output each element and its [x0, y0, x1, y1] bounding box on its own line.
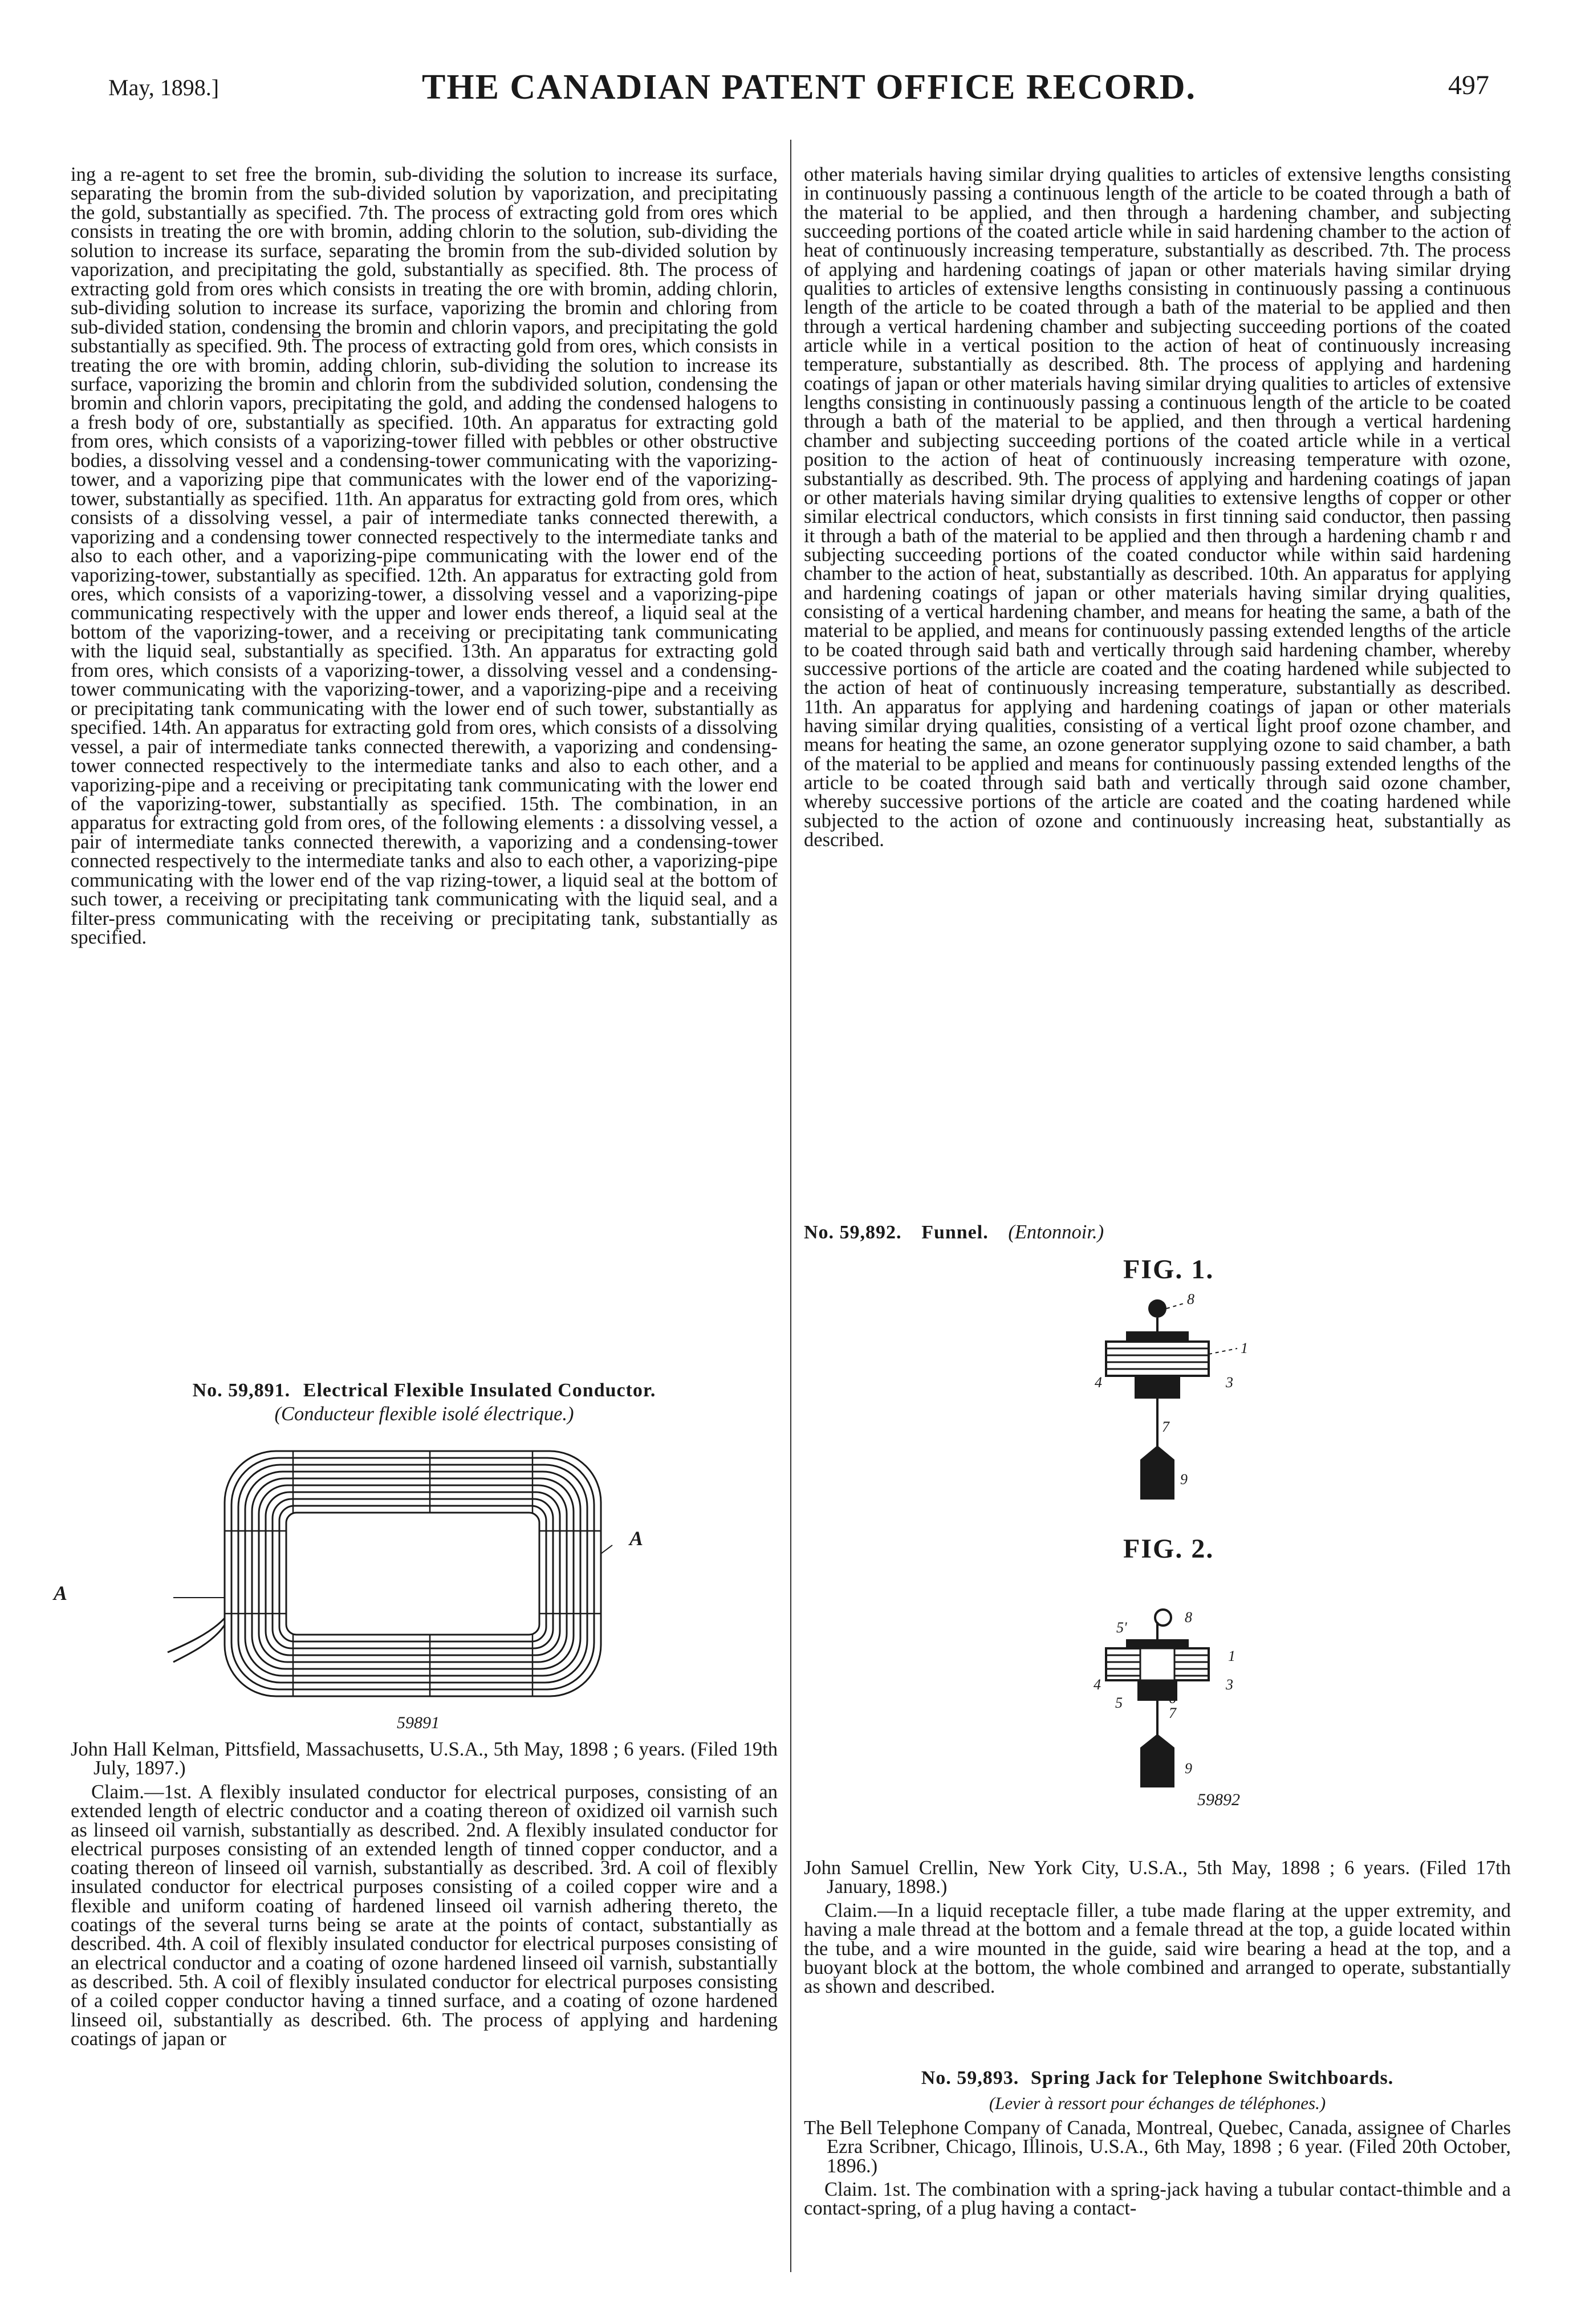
- coil-figure-caption: 59891: [397, 1713, 440, 1732]
- patent-59892-heading: [804, 1223, 1511, 1242]
- fig2-part-3: 3: [1226, 1676, 1233, 1693]
- patent-59891-claim-block: [71, 1783, 778, 2049]
- fig1-part-3: 3: [1226, 1374, 1233, 1391]
- coil-label-a-left: A: [54, 1582, 68, 1604]
- funnel-fig1: [1049, 1291, 1266, 1519]
- patent-59893-number: No. 59,893.: [921, 2067, 1019, 2089]
- fig1-part-7: 7: [1162, 1419, 1169, 1435]
- right-continuation-text: other materials having similar drying qualities to articles of extensive lengths consisting in continuously passing a continuous length of the article to be coated through a bath of the material to be applied, and then through a hardening chamber, and subjecting succeeding portions of the coated article while in said hardening chamber to the action of heat of continuously increasing temperature, substantially as described. 7th. The process of applying and hardening coatings of japan or other materials having similar drying qualities to articles of extensive lengths consisting in continuously passing a continuous length of the article to be coated through a bath of the material to be applied and then through a vertical hardening chamber and subjecting succeeding portions of the coated article while in a vertical position to the action of heat of continuously increasing temperature, substantially as described. 8th. The process of applying and hardening coatings of japan or other materials having similar drying qualities to articles of extensive lengths consisting in continuously passing a continuous length of the article to be coated through a bath of the material to be applied, and then through a vertical hardening chamber and subjecting succeeding portions of the coated article while in a vertical position to the action of heat of continuously increasing temperature with ozone, substantially as described. 9th. The process of applying and hardening coatings of japan or other materials having similar drying qualities to extensive lengths of copper or other similar electrical conductors, which consists in first tinning said conductor, then passing it through a bath of the material to be applied and then through a hardening chamb r and subjecting succeeding portions of the coated conductor while within said hardening chamber to the action of heat, substantially as described. 10th. An apparatus for applying and hardening coatings of japan or other materials having similar drying qualities, consisting of a vertical hardening chamber, and means for heating the same, a bath of the material to be applied, and means for continuously passing extended lengths of the article to be coated through said bath and vertically through said hardening chamber, whereby successive portions of the article are coated and the coating hardened while subjected to the action of heat of continuously increasing temperature, substantially as described. 11th. An apparatus for applying and hardening coatings of japan or other materials having similar drying qualities, consisting of a vertical light proof ozone chamber, and means for heating the same, an ozone generator supplying ozone to said chamber, a bath of the material to be applied and means for continuously passing extended lengths of the article to be coated through said bath and vertically through said ozone chamber, whereby successive portions of the article are coated and the coating hardened while subjected to the action of ozone and continuously increasing heat, substantially as described.: [804, 164, 1511, 851]
- funnel-fig2: [1049, 1605, 1266, 1810]
- patent-59893-subtitle: (Levier à ressort pour échanges de téléphones.): [989, 2093, 1326, 2113]
- patent-59892-subtitle: (Entonnoir.): [1008, 1221, 1104, 1243]
- patent-59891-subtitle: (Conducteur flexible isolé électrique.): [274, 1403, 574, 1425]
- patent-59892-inventor-block: [804, 1859, 1511, 1897]
- patent-59891-title: Electrical Flexible Insulated Conductor.: [303, 1380, 656, 1401]
- patent-59893-title: Spring Jack for Telephone Switchboards.: [1030, 2067, 1394, 2089]
- fig2-label: FIG. 2.: [1123, 1534, 1214, 1564]
- patent-59892-title: Funnel.: [921, 1222, 989, 1243]
- fig2-caption: 59892: [1197, 1790, 1240, 1809]
- coil-figure: [208, 1437, 607, 1705]
- patent-59891-heading: [71, 1381, 778, 1400]
- publication-title: THE CANADIAN PATENT OFFICE RECORD.: [422, 68, 1197, 107]
- column-divider: [790, 140, 791, 2272]
- page-number: 497: [1448, 70, 1489, 100]
- coil-label-a-right: A: [629, 1527, 644, 1550]
- issue-date: May, 1898.]: [108, 75, 220, 100]
- fig1-label: FIG. 1.: [1123, 1254, 1214, 1285]
- patent-59893-claim-block: [804, 2180, 1511, 2219]
- patent-59893-claim: Claim. 1st. The combination with a spring-jack having a tubular contact-thimble and a contact-spring, of a plug having a contact-: [804, 2179, 1511, 2220]
- patent-59892-claim-block: [804, 1902, 1511, 1996]
- fig2-part-1: 1: [1228, 1648, 1235, 1664]
- fig1-part-1: 1: [1241, 1340, 1248, 1356]
- fig2-part-4: 4: [1094, 1676, 1101, 1693]
- fig1-part-9: 9: [1180, 1471, 1188, 1488]
- patent-59893-inventor-block: [804, 2119, 1511, 2176]
- left-continuation-text: ing a re-agent to set free the bromin, sub-dividing the solution to increase its surface, separating the bromin from the sub-divided solution by vaporization, and precipitating the gold, substantially as specified. 7th. The process of extracting gold from ores which consists in treating the ore with bromin, adding chlorin to the solution, sub-dividing the solution to increase its surface, separating the bromin from the sub-divided solution by vaporization, and precipitating the gold, substantially as specified. 8th. The process of extracting gold from ores which consists in treating the ore with bromin, adding chlorin, sub-dividing solution to increase its surface, vaporizing the bromin and chloring from sub-divided station, condensing the bromin and chlorin vapors, and precipitating the gold substantially as specified. 9th. The process of extracting gold from ores, which consists in treating the ore with bromin, adding chlorin, sub-dividing the solution to increase its surface, vaporizing the bromin and chlorin from the subdivided solution, condensing the bromin and chlorin vapors, precipitating the gold, and adding the condensed halogens to a fresh body of ore, substantially as specified. 10th. An apparatus for extracting gold from ores, which consists of a vaporizing-tower filled with pebbles or other obstructive bodies, a dissolving vessel and a condensing-tower communicating with the vaporizing-tower, and a vaporizing pipe that communicates with the lower end of the vaporizing-tower, substantially as specified. 11th. An apparatus for extracting gold from ores, which consists of a dissolving vessel, a pair of intermediate tanks connected therewith, a vaporizing and a condensing tower connected respectively to the intermediate tanks and also to each other, and a vaporizing-pipe communicating with the lower end of the vaporizing-tower, substantially as specified. 12th. An apparatus for extracting gold from ores, which consists of a vaporizing-tower, a dissolving vessel and a vaporizing-pipe communicating respectively with the upper and lower ends thereof, a liquid seal at the bottom of the vaporizing-tower, and a receiving or precipitating tank communicating with the liquid seal, substantially as specified. 13th. An apparatus for extracting gold from ores, which consists of a vaporizing-tower, a dissolving vessel and a condensing-tower communicating with the vaporizing-tower, and a vaporizing-pipe and a receiving or precipitating tank communicating with the lower end of such tower, substantially as specified. 14th. An apparatus for extracting gold from ores, which consists of a dissolving vessel, a pair of intermediate tanks connected therewith, a vaporizing and condensing-tower connected respectively to the intermediate tanks and also to each other, and a vaporizing-pipe and a receiving or precipitating tank communicating with the lower end of the vaporizing-tower, substantially as specified. 15th. The combination, in an apparatus for extracting gold from ores, of the following elements : a dissolving vessel, a pair of intermediate tanks connected therewith, a vaporizing and a condensing-tower connected respectively to the intermediate tanks and also to each other, a vaporizing-pipe communicating with the lower end of the vap rizing-tower, a liquid seal at the bottom of such tower, a receiving or precipitating tank communicating with the liquid seal, and a filter-press communicating with the receiving or precipitating tank, substantially as specified.: [71, 164, 778, 949]
- fig1-part-8: 8: [1187, 1291, 1194, 1307]
- fig2-part-7: 7: [1169, 1705, 1176, 1721]
- left-continuation-block: [71, 165, 778, 948]
- patent-59892-number: No. 59,892.: [804, 1222, 902, 1243]
- fig2-part-5prime: 5': [1116, 1619, 1127, 1636]
- fig2-part-8: 8: [1185, 1609, 1192, 1626]
- patent-59893-inventor: The Bell Telephone Company of Canada, Montreal, Quebec, Canada, assignee of Charles Ezra Scribner, Chicago, Illinois, U.S.A., 6th May, 1898 ; 6 year. (Filed 20th October, 1896.): [804, 2117, 1511, 2177]
- right-continuation-block: [804, 165, 1511, 850]
- fig2-part-6: 6: [1169, 1690, 1176, 1707]
- patent-59892-claim: Claim.—In a liquid receptacle filler, a tube made flaring at the upper extremity, and having a male thread at the bottom and a female thread at the top, a guide located within the tube, and a wire mounted in the guide, said wire bearing a head at the top, and a buoyant block at the bottom, the whole combined and arranged to operate, substantially as shown and described.: [804, 1900, 1511, 1998]
- fig1-part-4: 4: [1095, 1374, 1102, 1391]
- patent-59891-number: No. 59,891.: [192, 1380, 291, 1401]
- fig2-part-5: 5: [1115, 1695, 1123, 1711]
- patent-59893-heading: [804, 2069, 1511, 2087]
- patent-59891-inventor: John Hall Kelman, Pittsfield, Massachusetts, U.S.A., 5th May, 1898 ; 6 years. (Filed 19th July, 1897.): [71, 1738, 778, 1779]
- patent-59891-claim: Claim.—1st. A flexibly insulated conductor for electrical purposes, consisting of an extended length of electric conductor and a coating thereon of oxidized oil varnish such as linseed oil varnish, substantially as described. 2nd. A flexibly insulated conductor for electrical purposes consisting of an extended length of tinned copper conductor, and a coating thereon of linseed oil varnish, substantially as described. 3rd. A coil of flexibly insulated conductor for electrical purposes consisting of a coiled copper wire and a flexible and uniform coating of hardened linseed oil varnish adhering thereto, the coatings of the several turns being se arate at the points of contact, substantially as described. 4th. A coil of flexibly insulated conductor for electrical purposes consisting of an electrical conductor and a coating of ozone hardened linseed oil varnish, substantially as described. 5th. A coil of flexibly insulated conductor for electrical purposes consisting of a coiled copper conductor having a tinned surface, and a coating of ozone hardened linseed oil, substantially as described. 6th. The process of applying and hardening coatings of japan or: [71, 1781, 778, 2050]
- patent-59892-inventor: John Samuel Crellin, New York City, U.S.A., 5th May, 1898 ; 6 years. (Filed 17th January, 1898.): [804, 1857, 1511, 1898]
- fig2-part-9: 9: [1185, 1760, 1192, 1777]
- patent-59891-inventor-block: [71, 1740, 778, 1778]
